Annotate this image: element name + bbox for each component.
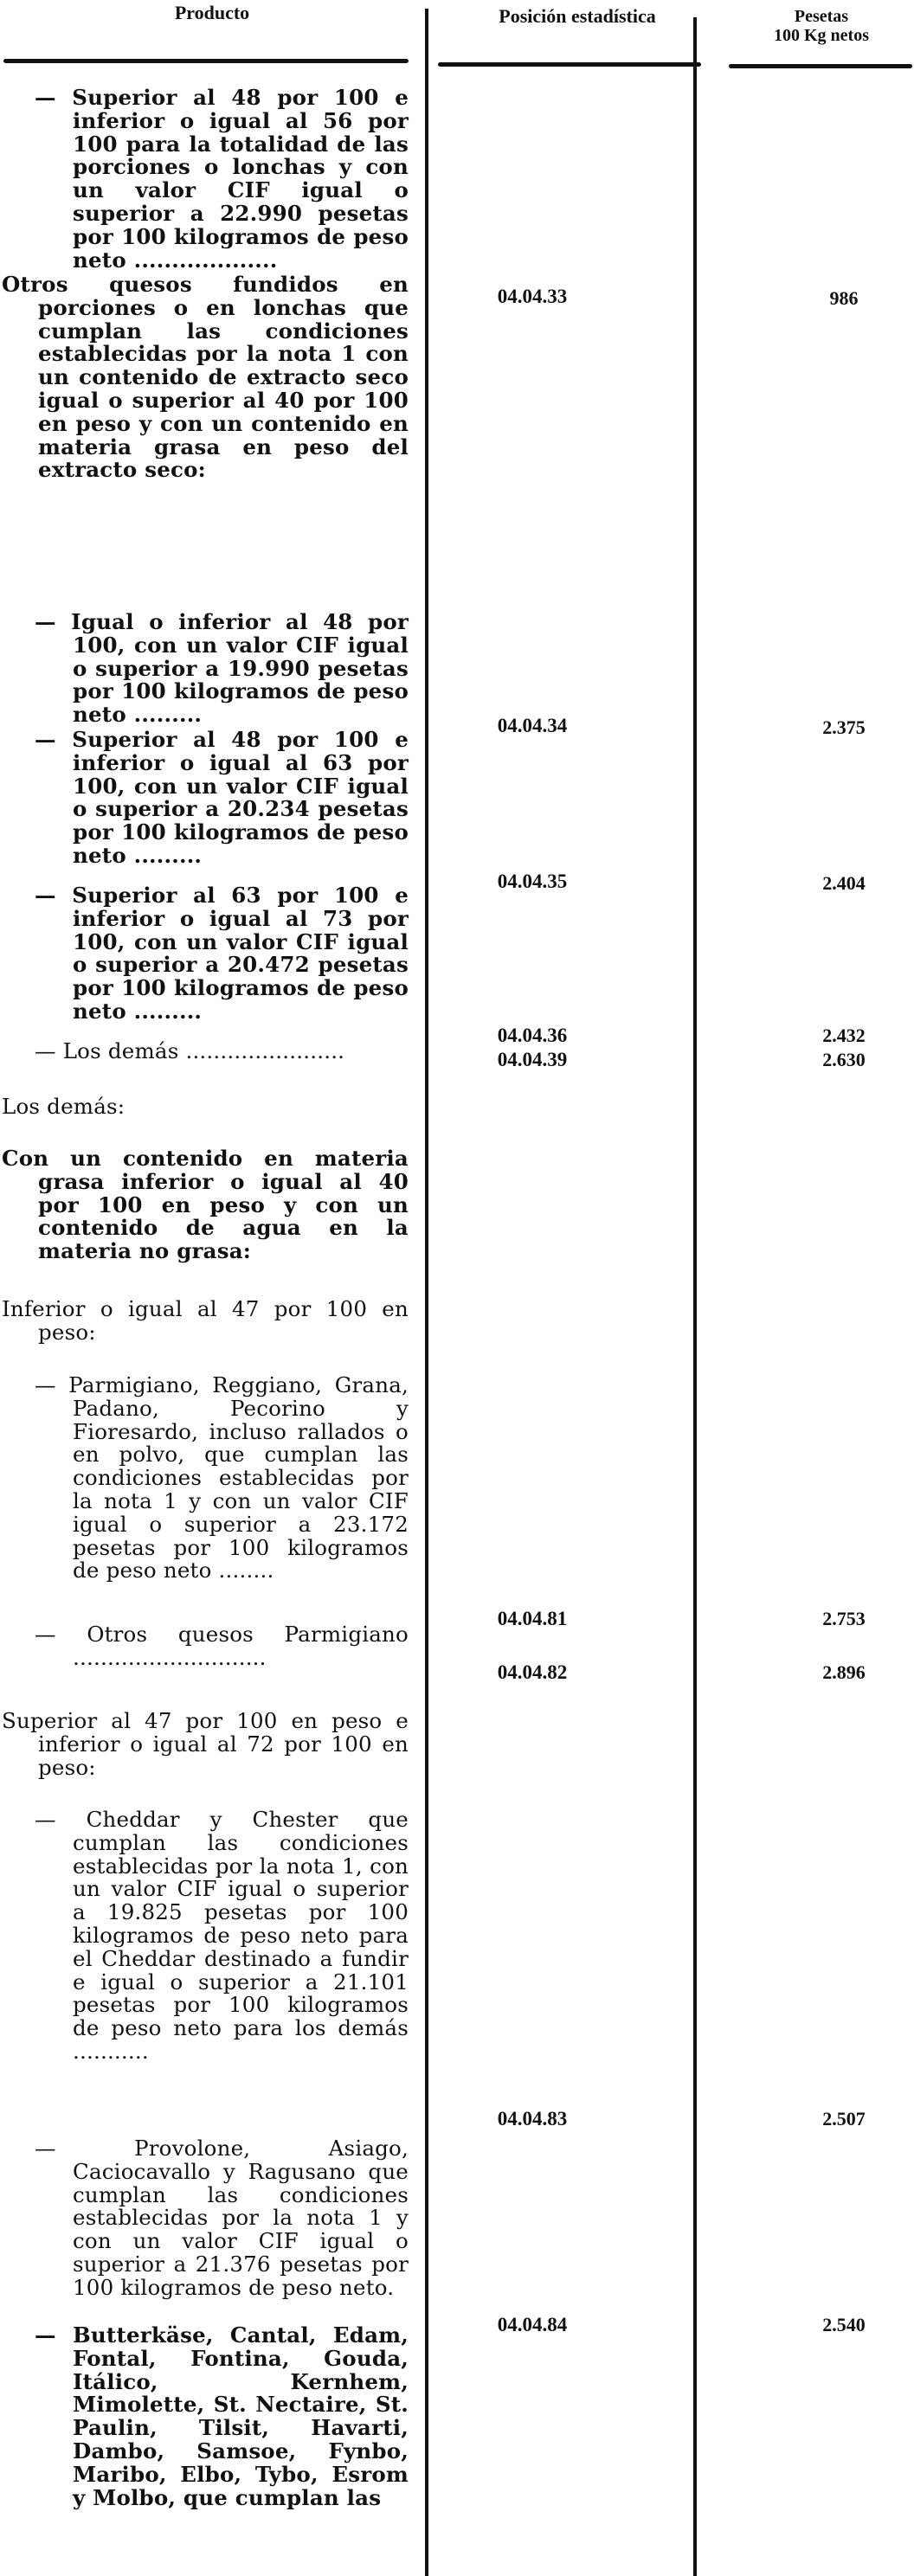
header-rule-producto	[3, 59, 409, 63]
posicion-code: 04.04.82	[497, 1661, 568, 1683]
pesetas-value: 2.896	[822, 1661, 866, 1683]
product-item: — Igual o inferior al 48 por 100, con un valor CIF igual o superior a 19.990 pesetas por 100 kilogramos de peso neto .........	[35, 609, 409, 728]
posicion-code: 04.04.34	[497, 715, 568, 736]
posicion-code: 04.04.84	[497, 2314, 568, 2335]
column-divider-1	[425, 9, 428, 2576]
product-heading: Otros quesos fundidos en porciones o en lonchas que cumplan las condiciones establecidas por la nota 1 con un contenido de extracto seco igual o superior al 40 por 100 en peso y con un contenido en materia grasa en peso del extracto seco:	[2, 272, 409, 483]
product-heading: Los demás:	[2, 1094, 126, 1119]
product-item: — Parmigiano, Reggiano, Grana, Padano, Pecorino y Fioresardo, incluso rallados o en polvo, que cumplan las condiciones establecidas por la nota 1 y con un valor CIF igual o superior a 23.172 pesetas por 100 kilogramos de peso neto ........	[35, 1372, 409, 1584]
product-item: — Cheddar y Chester que cumplan las condiciones establecidas por la nota 1, con un valor CIF igual o superior a 19.825 pesetas por 100 kilogramos de peso neto para el Cheddar destinado a fundir e igual o superior a 21.101 pesetas por 100 kilogramos de peso neto para los demás ...........	[35, 1807, 409, 2064]
pesetas-value: 2.630	[822, 1049, 866, 1070]
column-header-pesetas	[729, 7, 914, 45]
product-item: — Superior al 48 por 100 e inferior o igual al 63 por 100, con un valor CIF igual o superior a 20.234 pesetas por 100 kilogramos de peso neto .........	[35, 727, 409, 868]
posicion-code: 04.04.83	[497, 2108, 568, 2130]
product-heading: Superior al 47 por 100 en peso e inferior o igual al 72 por 100 en peso:	[2, 1708, 409, 1780]
pesetas-value: 2.540	[822, 2314, 866, 2335]
column-header-producto: Producto	[174, 2, 250, 23]
product-heading: Inferior o igual al 47 por 100 en peso:	[2, 1296, 409, 1345]
pesetas-header-line1: Pesetas	[794, 7, 849, 26]
column-header-posicion-estadistica: Posición estadística	[499, 5, 656, 27]
pesetas-value: 2.375	[822, 716, 866, 738]
posicion-code: 04.04.39	[497, 1049, 568, 1070]
pesetas-header-line2: 100 Kg netos	[774, 26, 869, 45]
product-item: — Los demás .......................	[35, 1038, 345, 1063]
product-item: — Otros quesos Parmigiano ............................	[35, 1622, 409, 1670]
pesetas-value: 2.432	[822, 1025, 866, 1046]
header-rule-posicion	[438, 62, 701, 67]
posicion-code: 04.04.81	[497, 1608, 568, 1629]
posicion-code: 04.04.36	[497, 1025, 568, 1046]
pesetas-value: 2.753	[822, 1608, 866, 1629]
posicion-code: 04.04.33	[497, 286, 568, 307]
product-item: — Provolone, Asiago, Caciocavallo y Ragusano que cumplan las condiciones establecidas por la nota 1 y con un valor CIF igual o superior a 21.376 pesetas por 100 kilogramos de peso neto.	[35, 2136, 409, 2300]
pesetas-value: 2.507	[822, 2108, 866, 2130]
posicion-code: 04.04.35	[497, 870, 568, 892]
product-item: — Butterkäse, Cantal, Edam, Fontal, Fontina, Gouda, Itálico, Kernhem, Mimolette, St. Nectaire, St. Paulin, Tilsit, Havarti, Dambo, Samsoe, Fynbo, Maribo, Elbo, Tybo, Esrom y Molbo, que cumplan las	[35, 2322, 409, 2510]
product-item: — Superior al 48 por 100 e inferior o igual al 56 por 100 para la totalidad de las porciones o lonchas y con un valor CIF igual o superior a 22.990 pesetas por 100 kilogramos de peso neto ...................	[35, 85, 409, 273]
column-divider-2	[693, 17, 697, 2576]
product-item: — Superior al 63 por 100 e inferior o igual al 73 por 100, con un valor CIF igual o superior a 20.472 pesetas por 100 kilogramos de peso neto .........	[35, 883, 409, 1024]
header-rule-pesetas	[729, 64, 912, 68]
product-heading: Con un contenido en materia grasa inferior o igual al 40 por 100 en peso y con un contenido de agua en la materia no grasa:	[2, 1146, 409, 1264]
pesetas-value: 2.404	[822, 872, 866, 894]
pesetas-value: 986	[829, 287, 859, 309]
